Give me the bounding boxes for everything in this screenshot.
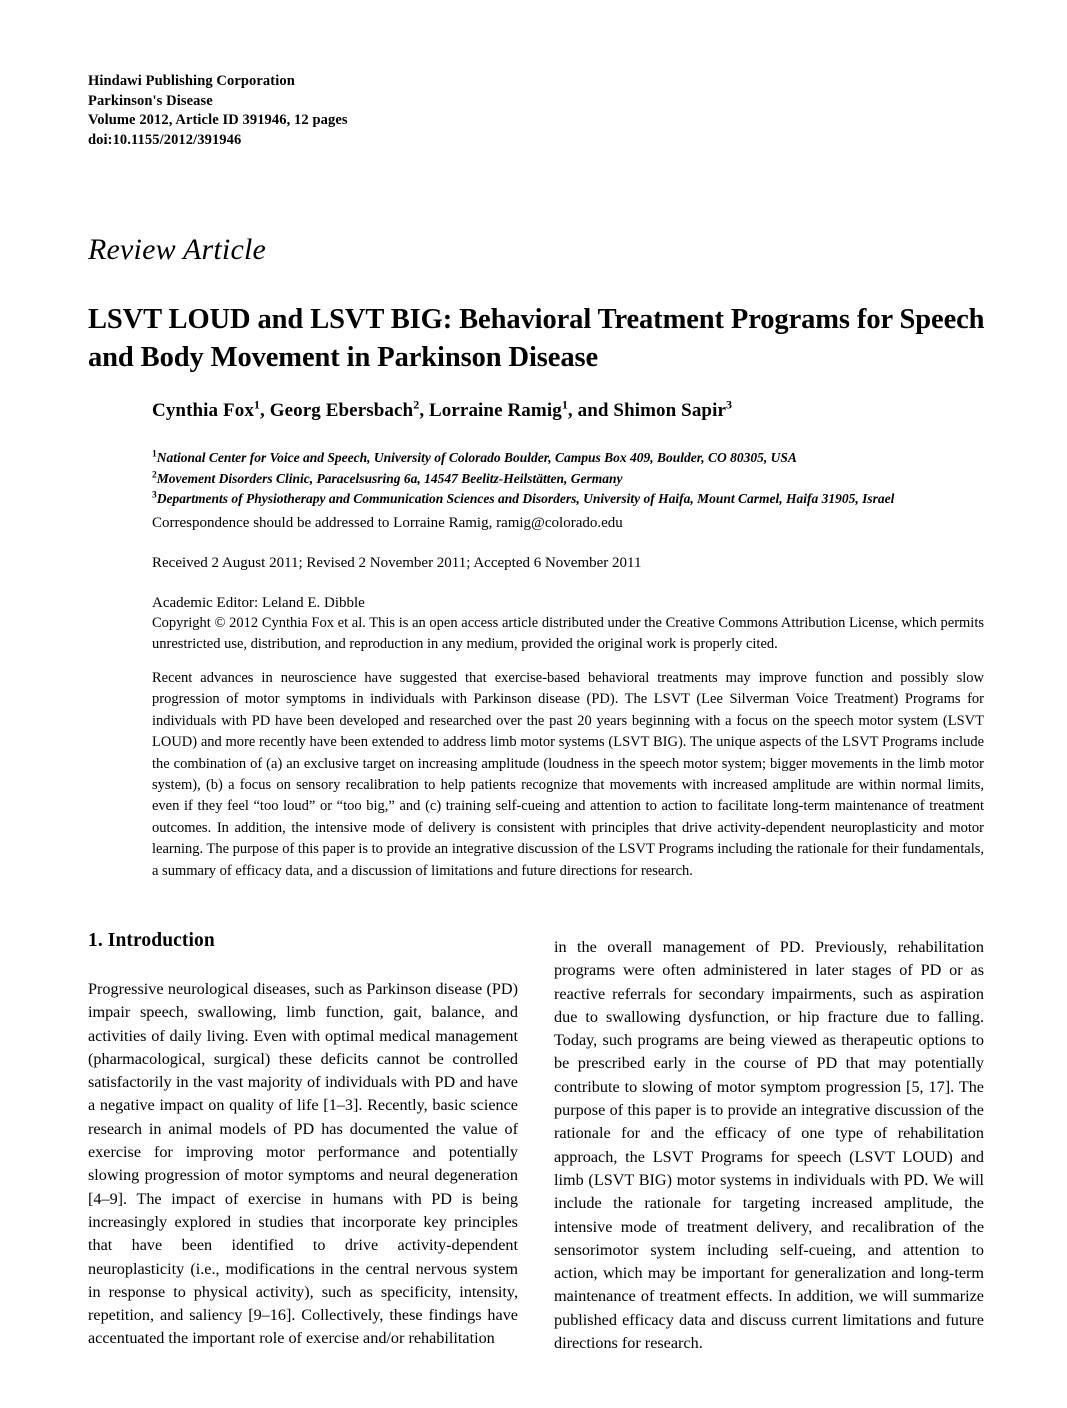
affiliation-list [152,448,1022,510]
doi-line: doi:10.1155/2012/391946 [88,131,242,148]
body-columns [88,930,984,1353]
affiliation-item [152,469,1022,490]
author-affiliation-marker: 3 [726,397,733,412]
dates-line: Received 2 August 2011; Revised 2 November 2011; Accepted 6 November 2011 [152,555,642,571]
author-name: Lorraine Ramig [429,400,562,421]
author-separator: , and [567,400,614,421]
author-name: Georg Ebersbach [269,400,414,421]
affiliation-marker: 1 [152,449,157,460]
affiliation-text: Departments of Physiotherapy and Communication Sciences and Disorders, University of Haifa, Mount Carmel, Haifa 31905, Israel [156,491,895,506]
body-column-left [88,930,518,1351]
author-separator: , [419,400,430,421]
body-paragraph-left: Progressive neurological diseases, such as Parkinson disease (PD) impair speech, swallowing, limb function, gait, balance, and activities of daily living. Even with optimal medical management (pharmacological, surgical) these deficits cannot be controlled satisfactorily in the vast majority of individuals with PD and have a negative impact on quality of life [1–3]. Recently, basic science research in animal models of PD has documented the value of exercise for improving motor performance and potentially slowing progression of motor symptoms and neural degeneration [4–9]. The impact of exercise in humans with PD is being increasingly explored in studies that incorporate key principles that have been identified to drive activity-dependent neuroplasticity (i.e., modifications in the central nervous system in response to physical activity), such as specificity, intensity, repetition, and saliency [9–16]. Collectively, these findings have accentuated the important role of exercise and/or rehabilitation [88,980,518,1348]
author-affiliation-marker: 1 [561,397,568,412]
abstract-text: Recent advances in neuroscience have suggested that exercise-based behavioral treatments may improve function and possibly slow progression of motor symptoms in individuals with Parkinson disease (PD). The LSVT (Lee Silverman Voice Treatment) Programs for individuals with PD have been developed and researched over the past 20 years beginning with a focus on the speech motor system (LSVT LOUD) and more recently have been extended to address limb motor systems (LSVT BIG). The unique aspects of the LSVT Programs include the combination of (a) an exclusive target on increasing amplitude (loudness in the speech motor system; bigger movements in the limb motor system), (b) a focus on sensory recalibration to help patients recognize that movements with increased amplitude are within normal limits, even if they feel “too loud” or “too big,” and (c) training self-cueing and attention to action to facilitate long-term maintenance of treatment outcomes. In addition, the intensive mode of delivery is consistent with principles that drive activity-dependent neuroplasticity and motor learning. The purpose of this paper is to provide an integrative discussion of the LSVT Programs including the rationale for their fundamentals, a summary of efficacy data, and a discussion of limitations and future directions for research. [152,670,984,879]
affiliation-marker: 3 [152,490,157,501]
affiliation-marker: 2 [152,470,157,480]
author-separator: , [260,400,270,421]
journal-name: Parkinson's Disease [88,92,213,109]
copyright-statement: Copyright © 2012 Cynthia Fox et al. This is an open access article distributed under the Creative Commons Attribution License, which permits unrestricted use, distribution, and reproduction in any medium, provided the original work is properly cited. [152,615,984,652]
affiliation-item [152,448,1022,469]
correspondence-line: Correspondence should be addressed to Lorraine Ramig, ramig@colorado.edu [152,515,623,531]
author-name: Shimon Sapir [613,400,727,421]
author-affiliation-marker: 1 [253,397,261,412]
article-type-label: Review Article [88,233,267,266]
affiliation-text: National Center for Voice and Speech, University of Colorado Boulder, Campus Box 409, Boulder, CO 80305, USA [156,450,797,465]
body-paragraph-right: in the overall management of PD. Previously, rehabilitation programs were often administered in later stages of PD or as reactive referrals for secondary impairments, such as aspiration due to swallowing dysfunction, or hip fracture due to falling. Today, such programs are being viewed as therapeutic options to be prescribed early in the course of PD that may potentially contribute to slowing of motor symptom progression [5, 17]. The purpose of this paper is to provide an integrative discussion of the rationale for and the efficacy of one type of rehabilitation approach, the LSVT Programs for speech (LSVT LOUD) and limb (LSVT BIG) motor systems in individuals with PD. We will include the rationale for targeting increased amplitude, the intensive mode of treatment delivery, and recalibration of the sensorimotor system including self-cueing, and attention to action, which may be important for generalization and long-term maintenance of treatment effects. In addition, we will summarize published efficacy data and discuss current limitations and future directions for research. [554,938,984,1353]
author-name: Cynthia Fox [152,400,254,421]
affiliation-text: Movement Disorders Clinic, Paracelsusring 6a, 14547 Beelitz-Heilstätten, Germany [156,470,623,486]
page-title: LSVT LOUD and LSVT BIG: Behavioral Treatment Programs for Speech and Body Movement in Parkinson Disease [88,304,985,374]
publisher-masthead [88,72,348,150]
body-column-right [554,936,984,1355]
academic-editor-line: Academic Editor: Leland E. Dibble [152,595,365,611]
affiliation-item [152,489,1022,510]
publisher-name: Hindawi Publishing Corporation [88,73,295,89]
volume-article-line: Volume 2012, Article ID 391946, 12 pages [88,112,348,128]
section-heading-introduction: 1. Introduction [88,930,215,951]
author-affiliation-marker: 2 [413,397,420,412]
author-list [152,397,1002,422]
